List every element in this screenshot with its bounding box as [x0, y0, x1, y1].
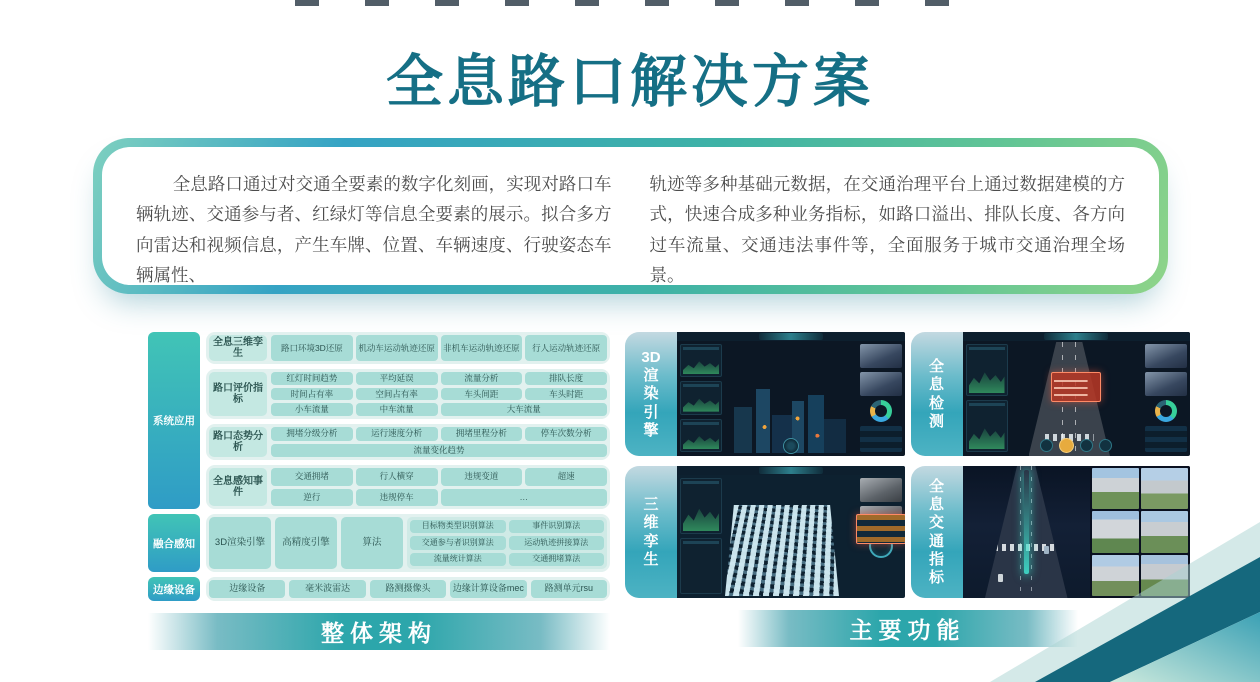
- row-label: 路口评价指标: [209, 372, 267, 416]
- feature-card-holo-detection: [911, 332, 1191, 456]
- camera-thumbnail: [860, 478, 902, 502]
- camera-thumbnail: [1145, 372, 1187, 396]
- arch-item: 运动轨迹拼接算法: [509, 536, 605, 549]
- page-title: 全息路口解决方案: [386, 50, 874, 114]
- sparkline-chart: [683, 394, 719, 411]
- arch-item: 交通参与者识别算法: [410, 536, 506, 549]
- arch-item: 机动车运动轨迹还原: [356, 335, 438, 361]
- sparkline-chart: [969, 422, 1005, 450]
- arch-item: 违规变道: [441, 468, 523, 486]
- arch-item: 流量变化趋势: [271, 444, 607, 458]
- data-table: [1145, 426, 1187, 452]
- feature-label-3d-render: 3D 渲 染 引 擎: [625, 332, 677, 456]
- dock-button: [1099, 439, 1112, 452]
- data-table: [860, 426, 902, 452]
- screenshot-holo-detection: [963, 332, 1191, 456]
- building-blocks-3d: [725, 505, 839, 596]
- architecture-section: [148, 332, 610, 650]
- feature-card-3d-render: [625, 332, 905, 456]
- cropped-header-artifact: [295, 0, 960, 6]
- arch-item: 高精度引擎: [275, 517, 337, 569]
- screenshot-3d-twin: [677, 466, 905, 598]
- row-label: 全息三维孪生: [209, 335, 267, 361]
- dock-button-active: [1059, 438, 1074, 453]
- architecture-diagram: [148, 332, 610, 601]
- media-panel-column: [860, 478, 902, 594]
- arch-row-holo-3d-twin: [206, 332, 610, 364]
- arch-item: 3D渲染引擎: [209, 517, 271, 569]
- caption-text: 主要功能: [849, 617, 966, 643]
- arch-row-evaluation-metrics: [206, 369, 610, 419]
- arch-item: 大车流量: [441, 403, 608, 416]
- arch-row-situation-analysis: [206, 424, 610, 460]
- arch-item: 路测摄像头: [370, 580, 446, 598]
- road-photo: [1141, 468, 1188, 509]
- arch-item: 停车次数分析: [525, 427, 607, 441]
- row-items: [271, 335, 607, 361]
- layer-label-column: [148, 332, 200, 601]
- camera-thumbnail: [1145, 344, 1187, 368]
- layer-label-fusion-perception: 融合感知: [148, 514, 200, 572]
- city-skyline-3d: [725, 345, 857, 453]
- stats-panel: [680, 419, 722, 452]
- arch-item: 交通拥堵算法: [509, 553, 605, 566]
- arch-item: 非机车运动轨迹还原: [441, 335, 523, 361]
- arch-item: 中车流量: [356, 403, 438, 416]
- arch-item: 行人横穿: [356, 468, 438, 486]
- arch-item: 运行速度分析: [356, 427, 438, 441]
- screenshot-3d-render-engine: [677, 332, 905, 456]
- arch-item: 车头时距: [525, 388, 607, 401]
- feature-card-3d-twin: [625, 466, 905, 598]
- arch-item: 行人运动轨迹还原: [525, 335, 607, 361]
- arch-item: 违规停车: [356, 489, 438, 507]
- caption-text: 整体架构: [321, 620, 437, 646]
- intro-text-left: 全息路口通过对交通全要素的数字化刻画，实现对路口车辆轨迹、交通参与者、红绿灯等信息全要素的展示。拟合多方向雷达和视频信息，产生车牌、位置、车辆速度、行驶姿态车辆属性、: [136, 174, 612, 286]
- intro-panel-inner: [102, 147, 1159, 285]
- arch-item: 边缘设备: [209, 580, 285, 598]
- arch-item: 目标物类型识别算法: [410, 520, 506, 533]
- dock-button: [1040, 439, 1053, 452]
- sparkline-chart: [683, 357, 719, 374]
- sparkline-chart: [683, 501, 719, 531]
- stats-panel: [966, 400, 1008, 452]
- arch-item: 拥堵分级分析: [271, 427, 353, 441]
- dock-button: [1080, 439, 1093, 452]
- arch-item: 空间占有率: [356, 388, 438, 401]
- row-items: [271, 372, 607, 416]
- sparkline-chart: [683, 432, 719, 449]
- feature-label-3d-twin: 三 维 孪 生: [625, 466, 677, 598]
- arch-item: …: [441, 489, 608, 507]
- arch-item: 事件识别算法: [509, 520, 605, 533]
- architecture-caption-band: [148, 613, 610, 650]
- media-panel-column: [860, 344, 902, 452]
- arch-item: 算法: [341, 517, 403, 569]
- event-alert-popup: [1051, 372, 1101, 402]
- intro-text-right: 轨迹等多种基础元数据，在交通治理平台上通过数据建模的方式，快速合成多种业务指标，如路口溢出、排队长度、各方向过车流量、交通违法事件等，全面服务于城市交通治理全场景。: [649, 174, 1125, 286]
- arch-item: 排队长度: [525, 372, 607, 385]
- row-label: 路口态势分析: [209, 427, 267, 457]
- intro-panel: [93, 138, 1168, 294]
- arch-item: 逆行: [271, 489, 353, 507]
- arch-item: 平均延误: [356, 372, 438, 385]
- dashboard-header: [677, 466, 905, 475]
- arch-item: 超速: [525, 468, 607, 486]
- stats-panel: [680, 478, 722, 534]
- sparkline-chart: [969, 366, 1005, 394]
- arch-item: 流量分析: [441, 372, 523, 385]
- arch-item: 毫米波雷达: [289, 580, 365, 598]
- arch-row-edge-devices: [206, 577, 610, 601]
- arch-item: 交通拥堵: [271, 468, 353, 486]
- camera-thumbnail: [860, 372, 902, 396]
- arch-item: 路口环境3D还原: [271, 335, 353, 361]
- media-panel-column: [1145, 344, 1187, 452]
- arch-item: 流量统计算法: [410, 553, 506, 566]
- arch-item: 拥堵里程分析: [441, 427, 523, 441]
- feature-label-holo-traffic-metrics: 全 息 交 通 指 标: [911, 466, 963, 598]
- dashboard-header: [963, 332, 1191, 341]
- feature-label-holo-detection: 全 息 检 测: [911, 332, 963, 456]
- stats-panel-column: [680, 478, 722, 594]
- algorithm-group: [407, 517, 607, 569]
- layer-label-system-apps: 系统应用: [148, 332, 200, 509]
- architecture-rows: [206, 332, 610, 601]
- corner-ribbon: [960, 517, 1260, 682]
- donut-chart: [870, 400, 892, 422]
- donut-chart: [1155, 400, 1177, 422]
- arch-item: 时间占有率: [271, 388, 353, 401]
- stats-panel-column: [680, 344, 722, 452]
- arch-item: 边缘计算设备mec: [450, 580, 526, 598]
- arch-item: 红灯时间趋势: [271, 372, 353, 385]
- arch-item: 小车流量: [271, 403, 353, 416]
- arch-row-perceived-events: [206, 465, 610, 509]
- stats-panel-column: [966, 344, 1008, 452]
- arch-item: 车头间距: [441, 388, 523, 401]
- alert-data-table: [856, 514, 905, 544]
- arch-row-fusion-perception: [206, 514, 610, 572]
- arch-item: 路测单元rsu: [531, 580, 607, 598]
- row-items: [271, 427, 607, 457]
- stats-panel: [966, 344, 1008, 396]
- row-items: [271, 468, 607, 506]
- stats-panel: [680, 344, 722, 377]
- tool-dock: [1040, 438, 1112, 453]
- road-photo: [1092, 468, 1139, 509]
- layer-label-edge-devices: 边缘设备: [148, 577, 200, 601]
- dashboard-header: [677, 332, 905, 341]
- stats-panel: [680, 381, 722, 414]
- compass-icon: [783, 438, 799, 454]
- row-label: 全息感知事件: [209, 468, 267, 506]
- stats-panel: [680, 538, 722, 594]
- camera-thumbnail: [860, 344, 902, 368]
